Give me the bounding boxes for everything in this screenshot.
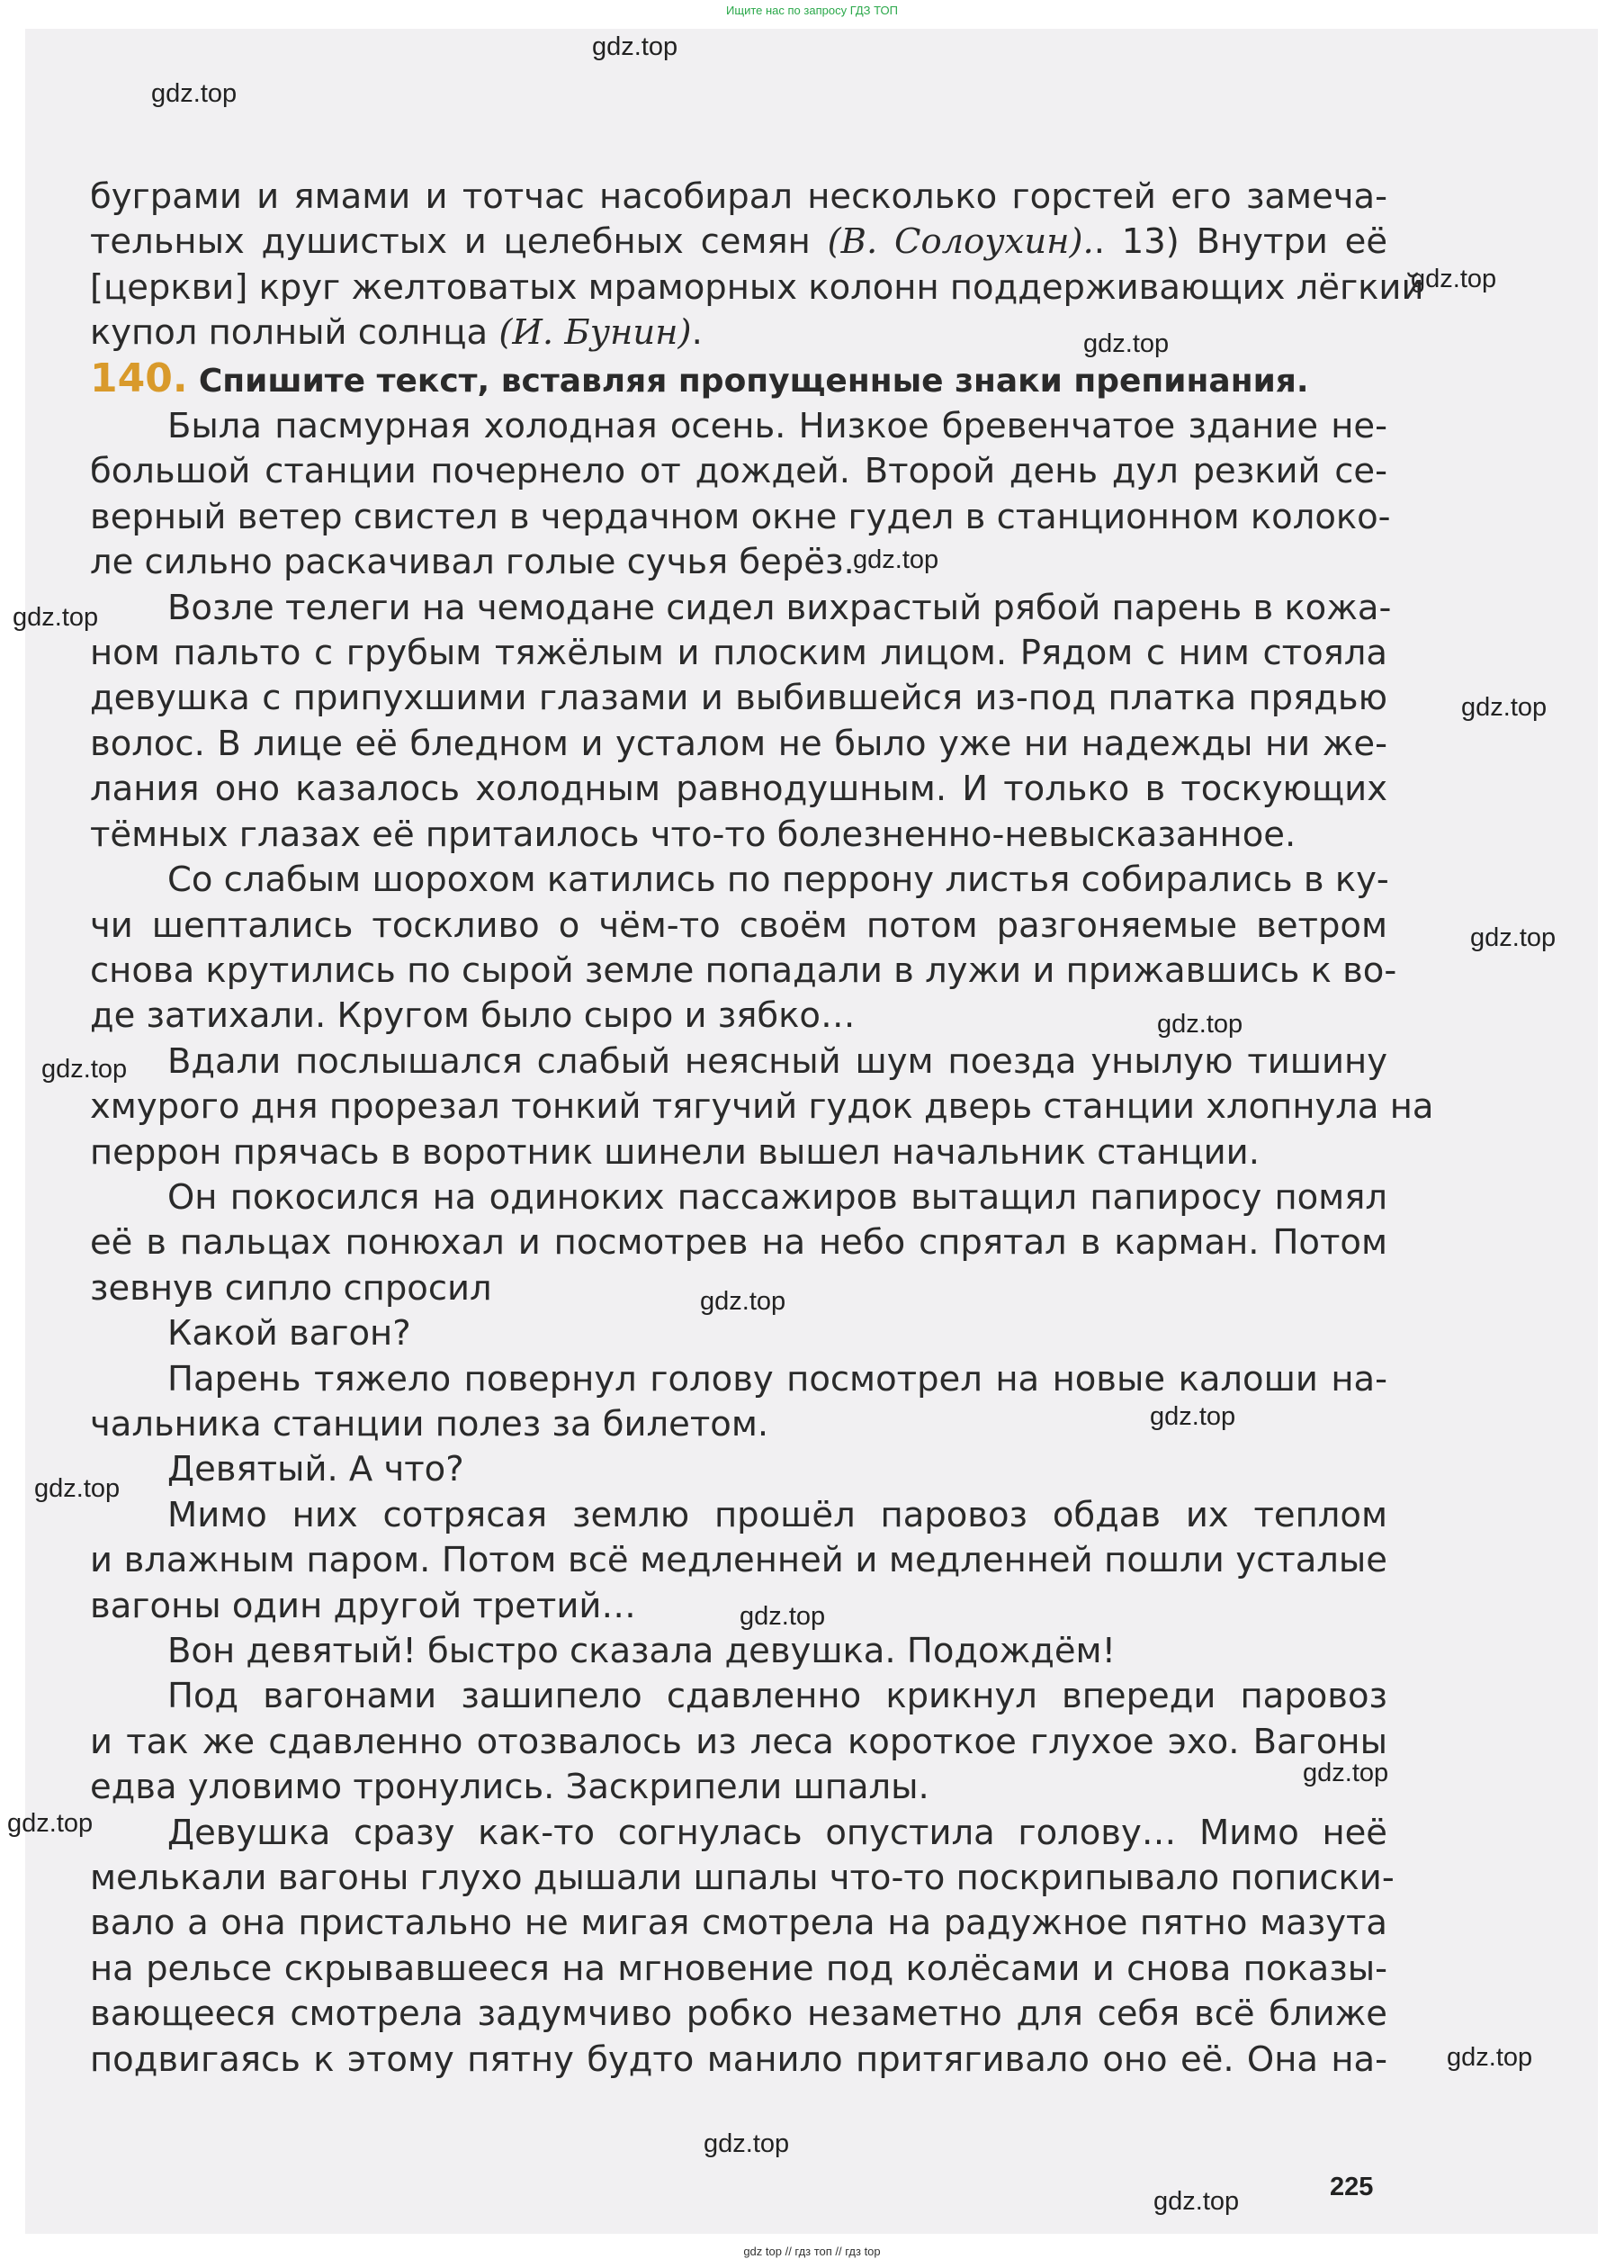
text-line: Девушка сразу как-то согнулась опустила голову… Мимо неё	[167, 1812, 1387, 1853]
watermark: gdz.top	[1153, 2187, 1240, 2216]
text-line	[90, 220, 1387, 265]
watermark: gdz.top	[1150, 1402, 1236, 1431]
top-banner: Ищите нас по запросу ГДЗ ТОП	[726, 4, 898, 17]
text-line: Какой вагон?	[167, 1313, 411, 1354]
text-line: подвигаясь к этому пятну будто манило притягивало оно её. Она на-	[90, 2038, 1387, 2080]
watermark: gdz.top	[1411, 265, 1497, 293]
text-line: Вон девятый! быстро сказала девушка. Подождём!	[167, 1631, 1117, 1671]
text-line: едва уловимо тронулись. Заскрипели шпалы.	[90, 1767, 929, 1808]
watermark: gdz.top	[151, 79, 238, 108]
text-fragment: . 13) Внутри её	[1093, 221, 1388, 263]
watermark: gdz.top	[41, 1055, 128, 1084]
text-line: Была пасмурная холодная осень. Низкое бревенчатое здание не-	[167, 406, 1387, 447]
text-line: волос. В лице её бледном и усталом не было уже ни надежды ни же-	[90, 723, 1387, 764]
watermark: gdz.top	[1447, 2043, 1533, 2072]
text-line: Возле телеги на чемодане сидел вихрастый рябой парень в кожа-	[167, 587, 1392, 628]
author-citation: (И. Бунин)	[498, 312, 692, 354]
text-line: её в пальцах понюхал и посмотрев на небо спрятал в карман. Потом	[90, 1222, 1387, 1264]
text-line: хмурого дня прорезал тонкий тягучий гудок дверь станции хлопнула на	[90, 1086, 1434, 1128]
text-line: перрон прячась в воротник шинели вышел начальник станции.	[90, 1131, 1260, 1173]
text-line: Девятый. А что?	[167, 1449, 464, 1490]
bottom-banner: gdz top // гдз топ // гдз top	[743, 2245, 881, 2258]
watermark: gdz.top	[592, 32, 678, 61]
text-line: зевнув сипло спросил	[90, 1267, 492, 1309]
text-fragment: купол полный солнца	[90, 312, 489, 354]
text-line: вающееся смотрела задумчиво робко незаметно для себя всё ближе	[90, 1994, 1387, 2035]
page-number: 225	[1330, 2173, 1374, 2201]
text-line: Он покосился на одиноких пассажиров вытащил папиросу помял	[167, 1176, 1387, 1218]
text-line: де затихали. Кругом было сыро и зябко…	[90, 995, 856, 1037]
watermark: gdz.top	[740, 1602, 826, 1631]
text-line: лания оно казалось холодным равнодушным. И только в тоскующих	[90, 769, 1387, 810]
text-line: ле сильно раскачивал голые сучья берёз.	[90, 542, 855, 583]
watermark: gdz.top	[1303, 1759, 1389, 1787]
exercise-heading	[90, 356, 1387, 404]
text-line: снова крутились по сырой земле попадали в лужи и прижавшись к во-	[90, 950, 1397, 991]
text-line: Под вагонами зашипело сдавленно крикнул впереди паровоз	[167, 1676, 1387, 1717]
text-line: на рельсе скрывавшееся на мгновение под колёсами и снова показы-	[90, 1948, 1387, 1989]
exercise-instruction: Спишите текст, вставляя пропущенные знаки препинания.	[198, 362, 1309, 400]
text-line: тёмных глазах её притаилось что-то болезненно-невысказанное.	[90, 814, 1297, 855]
text-line: вагоны один другой третий…	[90, 1585, 636, 1626]
text-line: и влажным паром. Потом всё медленней и медленней пошли усталые	[90, 1540, 1387, 1581]
textbook-page	[7, 29, 1598, 2234]
text-fragment: .	[691, 312, 703, 354]
watermark: gdz.top	[34, 1474, 121, 1503]
text-line: Вдали послышался слабый неясный шум поезда унылую тишину	[167, 1040, 1387, 1082]
text-line: Со слабым шорохом катились по перрону листья собирались в ку-	[167, 860, 1389, 901]
text-line: девушка с припухшими глазами и выбившейся из-под платка прядью	[90, 678, 1387, 719]
text-line: [церкви] круг желтоватых мраморных колонн поддерживающих лёгкий	[90, 266, 1424, 308]
text-line: верный ветер свистел в чердачном окне гудел в станционном колоко-	[90, 496, 1391, 537]
watermark: gdz.top	[1461, 693, 1548, 722]
text-line: ном пальто с грубым тяжёлым и плоским лицом. Рядом с ним стояла	[90, 633, 1387, 674]
author-citation: (В. Солоухин).	[827, 221, 1094, 263]
text-line: Парень тяжело повернул голову посмотрел на новые калоши на-	[167, 1358, 1387, 1400]
watermark: gdz.top	[1083, 329, 1170, 358]
text-line: чи шептались тоскливо о чём-то своём потом разгоняемые ветром	[90, 904, 1387, 946]
exercise-body	[90, 404, 1434, 2083]
watermark: gdz.top	[1470, 923, 1557, 952]
exercise-number: 140.	[90, 355, 188, 401]
text-line	[90, 310, 1387, 356]
text-line: Мимо них сотрясая землю прошёл паровоз обдав их теплом	[167, 1494, 1387, 1535]
watermark: gdz.top	[704, 2129, 790, 2158]
text-line: вало а она пристально не мигая смотрела на радужное пятно мазута	[90, 1903, 1387, 1944]
exercise-text	[90, 175, 1434, 2083]
watermark: gdz.top	[700, 1287, 786, 1316]
watermark: gdz.top	[13, 603, 99, 632]
text-fragment: тельных душистых и целебных семян	[90, 221, 811, 263]
watermark: gdz.top	[7, 1809, 94, 1838]
text-line: буграми и ямами и тотчас насобирал несколько горстей его замеча-	[90, 176, 1387, 217]
watermark: gdz.top	[853, 545, 939, 574]
watermark: gdz.top	[1157, 1010, 1243, 1039]
text-line: и так же сдавленно отозвалось из леса короткое глухое эхо. Вагоны	[90, 1721, 1387, 1762]
text-line: чальника станции полез за билетом.	[90, 1403, 769, 1444]
text-line: большой станции почернело от дождей. Второй день дул резкий се-	[90, 451, 1387, 492]
text-line: мелькали вагоны глухо дышали шпалы что-то поскрипывало пописки-	[90, 1858, 1395, 1899]
